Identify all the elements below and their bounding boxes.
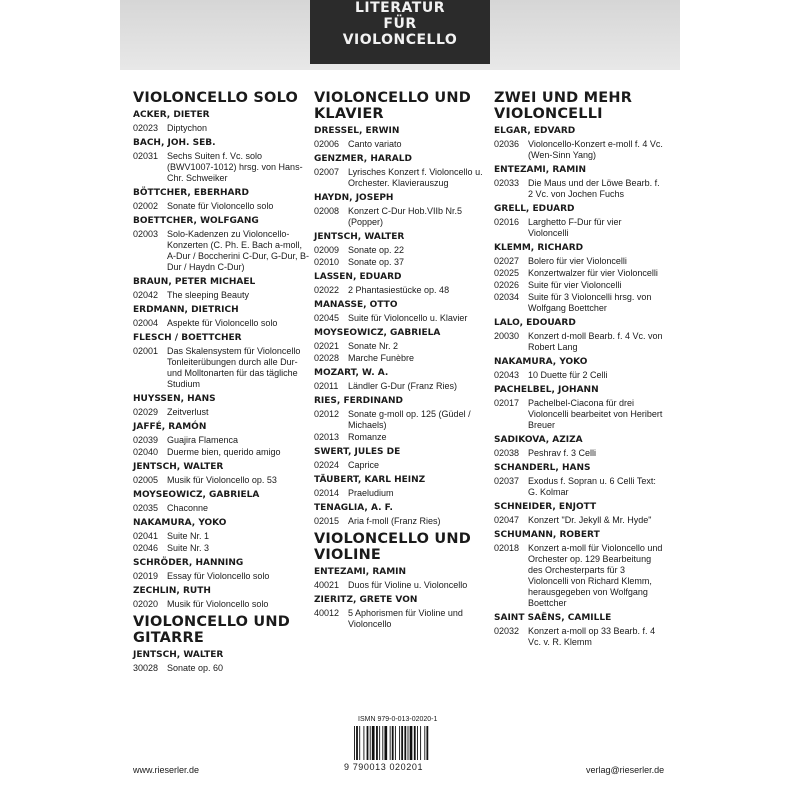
work-entry: [314, 313, 484, 324]
barcode-bar: [404, 726, 406, 760]
catalog-number: 02038: [494, 448, 520, 458]
section-heading: ZWEI UND MEHR VIOLONCELLI: [494, 90, 633, 122]
work-title: Bolero für vier Violoncelli: [528, 256, 627, 266]
work-entry: [494, 178, 664, 200]
barcode-bar: [382, 726, 383, 760]
composer-name: JENTSCH, WALTER: [314, 232, 405, 242]
catalog-number: 02021: [314, 341, 340, 351]
work-title: 10 Duette für 2 Celli: [528, 370, 608, 380]
column-2: [314, 86, 484, 631]
composer-name: SAINT SAËNS, CAMILLE: [494, 613, 612, 623]
composer-name: LASSEN, EDUARD: [314, 272, 402, 282]
work-entry: [494, 292, 664, 314]
composer-name: SCHANDERL, HANS: [494, 463, 591, 473]
composer-name: TENAGLIA, A. F.: [314, 503, 393, 513]
work-title: Suite für vier Violoncelli: [528, 280, 622, 290]
work-entry: [133, 151, 311, 184]
work-entry: [494, 256, 664, 267]
composer-name: MOYSEOWICZ, GABRIELA: [314, 328, 441, 338]
title-badge: [310, 0, 490, 64]
work-title: Die Maus und der Löwe Bearb. f. 2 Vc. von Jochen Fuchs: [528, 178, 660, 199]
work-title: Pachelbel-Ciacona für drei Violoncelli bearbeitet von Heribert Breuer: [528, 398, 663, 430]
barcode-bar: [372, 726, 375, 760]
barcode-digits: 9 790013 020201: [344, 762, 424, 772]
composer-name: MANASSE, OTTO: [314, 300, 398, 310]
composer-name: HUYSSEN, HANS: [133, 394, 216, 404]
work-entry: [494, 515, 664, 526]
section-heading: VIOLONCELLO UND GITARRE: [133, 614, 290, 646]
work-entry: [494, 398, 664, 431]
catalog-number: 02020: [133, 599, 159, 609]
work-title: Sonate für Violoncello solo: [167, 201, 274, 211]
work-entry: [314, 381, 484, 392]
catalog-number: 02034: [494, 292, 520, 302]
work-entry: [314, 409, 484, 431]
work-title: Peshrav f. 3 Celli: [528, 448, 597, 458]
catalog-number: 02032: [494, 626, 520, 636]
work-entry: [133, 407, 311, 418]
work-entry: [133, 571, 311, 582]
composer-name: RIES, FERDINAND: [314, 396, 404, 406]
work-title: Konzert C-Dur Hob.VIIb Nr.5 (Popper): [348, 206, 463, 227]
composer-name: BOETTCHER, WOLFGANG: [133, 216, 259, 226]
work-entry: [133, 318, 311, 329]
work-entry: [133, 229, 311, 273]
composer-name: SADIKOVA, AZIZA: [494, 435, 583, 445]
badge-line3: VIOLONCELLO: [342, 32, 458, 48]
work-entry: [133, 123, 311, 134]
work-entry: [314, 488, 484, 499]
composer-name: BÖTTCHER, EBERHARD: [133, 188, 249, 198]
work-entry: [133, 475, 311, 486]
work-entry: [314, 353, 484, 364]
work-title: Lyrisches Konzert f. Violoncello u. Orchester. Klavierauszug: [348, 167, 483, 188]
work-title: 5 Aphorismen für Violine und Violoncello: [348, 608, 463, 629]
section-heading: VIOLONCELLO SOLO: [133, 90, 299, 106]
work-title: Konzert "Dr. Jekyll & Mr. Hyde": [528, 515, 652, 525]
catalog-number: 02029: [133, 407, 159, 417]
work-entry: [494, 268, 664, 279]
composer-name: JAFFÉ, RAMÓN: [133, 422, 207, 432]
composer-name: GRELL, EDUARD: [494, 204, 575, 214]
composer-name: PACHELBEL, JOHANN: [494, 385, 599, 395]
work-entry: [133, 201, 311, 212]
work-entry: [494, 331, 664, 353]
catalog-number: 02036: [494, 139, 520, 149]
work-title: Konzert a-moll für Violoncello und Orchester op. 129 Bearbeitung des Orchesterparts für 3 Violoncelli von Richard Klemm, herausgegeben von Wolfgang Boettcher: [528, 543, 663, 608]
catalog-number: 20030: [494, 331, 520, 341]
work-title: Canto variato: [348, 139, 402, 149]
barcode-bar: [424, 726, 425, 760]
composer-name: SCHNEIDER, ENJOTT: [494, 502, 597, 512]
composer-name: DRESSEL, ERWIN: [314, 126, 400, 136]
composer-name: TÄUBERT, KARL HEINZ: [314, 475, 426, 485]
composer-name: BACH, JOH. SEB.: [133, 138, 216, 148]
ismn-text: ISMN 979-0-013-02020-1: [358, 716, 438, 723]
composer-name: LALO, EDOUARD: [494, 318, 576, 328]
composer-name: ACKER, DIETER: [133, 110, 210, 120]
work-title: Aria f-moll (Franz Ries): [348, 516, 441, 526]
barcode-bar: [420, 726, 421, 760]
barcode-bar: [395, 726, 396, 760]
work-title: Musik für Violoncello op. 53: [167, 475, 277, 485]
work-entry: [133, 663, 311, 674]
barcode-bar: [410, 726, 413, 760]
work-title: Chaconne: [167, 503, 209, 513]
work-title: Sonate g-moll op. 125 (Güdel / Michaels): [348, 409, 471, 430]
catalog-number: 02039: [133, 435, 159, 445]
composer-name: ELGAR, EDVARD: [494, 126, 576, 136]
work-title: Suite Nr. 3: [167, 543, 210, 553]
column-1: [133, 86, 311, 675]
work-entry: [494, 370, 664, 381]
work-title: Violoncello-Konzert e-moll f. 4 Vc. (Wen-Sinn Yang): [528, 139, 663, 160]
catalog-number: 02005: [133, 475, 159, 485]
work-title: Zeitverlust: [167, 407, 209, 417]
composer-name: KLEMM, RICHARD: [494, 243, 584, 253]
catalog-number: 02018: [494, 543, 520, 553]
work-title: Praeludium: [348, 488, 394, 498]
barcode-bar: [376, 726, 378, 760]
catalog-number: 02009: [314, 245, 340, 255]
footer-email[interactable]: verlag@rieserler.de: [586, 765, 665, 775]
catalog-number: 02037: [494, 476, 520, 486]
catalog-number: 02047: [494, 515, 520, 525]
work-title: Sonate op. 22: [348, 245, 405, 255]
barcode-bar: [356, 726, 358, 760]
catalog-number: 02010: [314, 257, 340, 267]
composer-name: ERDMANN, DIETRICH: [133, 305, 239, 315]
catalog-number: 02007: [314, 167, 340, 177]
catalog-number: 02008: [314, 206, 340, 216]
barcode-bar: [392, 726, 394, 760]
catalog-number: 02023: [133, 123, 159, 133]
work-title: Marche Funèbre: [348, 353, 415, 363]
work-title: Sechs Suiten f. Vc. solo (BWV1007-1012) hrsg. von Hans-Chr. Schweiker: [167, 151, 303, 183]
work-title: The sleeping Beauty: [167, 290, 250, 300]
work-entry: [133, 447, 311, 458]
catalog-number: 02022: [314, 285, 340, 295]
work-entry: [314, 432, 484, 443]
badge-line1: LITERATUR: [355, 0, 445, 16]
work-entry: [314, 460, 484, 471]
work-title: Romanze: [348, 432, 387, 442]
barcode-bar: [399, 726, 400, 760]
work-entry: [133, 346, 311, 390]
catalog-number: 02006: [314, 139, 340, 149]
barcode-bar: [390, 726, 391, 760]
work-entry: [133, 290, 311, 301]
column-3: [494, 86, 664, 649]
work-entry: [133, 531, 311, 542]
catalog-number: 02011: [314, 381, 339, 391]
work-entry: [314, 580, 484, 591]
catalog-number: 02019: [133, 571, 159, 581]
work-entry: [314, 245, 484, 256]
work-entry: [494, 543, 664, 609]
barcode: [352, 726, 452, 760]
work-entry: [133, 543, 311, 554]
work-entry: [314, 257, 484, 268]
catalog-number: 02012: [314, 409, 340, 419]
work-entry: [314, 206, 484, 228]
work-title: Duos für Violine u. Violoncello: [348, 580, 468, 590]
barcode-bar: [367, 726, 369, 760]
catalog-number: 02016: [494, 217, 520, 227]
catalog-number: 30028: [133, 663, 159, 673]
footer-website[interactable]: www.rieserler.de: [133, 765, 200, 775]
work-entry: [314, 285, 484, 296]
catalog-number: 02028: [314, 353, 340, 363]
catalog-number: 02014: [314, 488, 340, 498]
work-title: Suite Nr. 1: [167, 531, 210, 541]
work-title: Ländler G-Dur (Franz Ries): [348, 381, 458, 391]
composer-name: ENTEZAMI, RAMIN: [314, 567, 407, 577]
work-title: Solo-Kadenzen zu Violoncello-Konzerten (C. Ph. E. Bach a-moll, A-Dur / Boccherini C-Dur, G-Dur, B-Dur / Haydn C-Dur): [167, 229, 310, 272]
composer-name: NAKAMURA, YOKO: [133, 518, 227, 528]
work-title: Duerme bien, querido amigo: [167, 447, 281, 457]
catalog-number: 02031: [133, 151, 159, 161]
work-title: 2 Phantasiestücke op. 48: [348, 285, 450, 295]
work-title: Suite für Violoncello u. Klavier: [348, 313, 468, 323]
work-title: Konzert a-moll op 33 Bearb. f. 4 Vc. v. R. Klemm: [528, 626, 656, 647]
work-entry: [494, 448, 664, 459]
barcode-bar: [354, 726, 355, 760]
work-entry: [314, 341, 484, 352]
catalog-number: 02002: [133, 201, 159, 211]
catalog-number: 02027: [494, 256, 520, 266]
barcode-bar: [417, 726, 418, 760]
work-title: Aspekte für Violoncello solo: [167, 318, 278, 328]
work-title: Exodus f. Sopran u. 6 Celli Text: G. Kolmar: [528, 476, 656, 497]
section-heading: VIOLONCELLO UND VIOLINE: [314, 531, 471, 563]
composer-name: JENTSCH, WALTER: [133, 650, 224, 660]
barcode-bar: [414, 726, 416, 760]
work-entry: [314, 139, 484, 150]
work-title: Musik für Violoncello solo: [167, 599, 269, 609]
work-title: Konzert d-moll Bearb. f. 4 Vc. von Robert Lang: [528, 331, 663, 352]
catalog-number: 02024: [314, 460, 340, 470]
composer-name: GENZMER, HARALD: [314, 154, 412, 164]
catalog-number: 02035: [133, 503, 159, 513]
catalog-number: 02026: [494, 280, 520, 290]
composer-name: JENTSCH, WALTER: [133, 462, 224, 472]
catalog-number: 40021: [314, 580, 340, 590]
work-entry: [314, 516, 484, 527]
composer-name: MOZART, W. A.: [314, 368, 389, 378]
barcode-bar: [370, 726, 371, 760]
work-title: Das Skalensystem für Violoncello Tonleiterübungen durch alle Dur- und Molltonarten für das tägliche Studium: [167, 346, 301, 389]
barcode-bar: [426, 726, 428, 760]
catalog-number: 40012: [314, 608, 340, 618]
composer-name: NAKAMURA, YOKO: [494, 357, 588, 367]
catalog-number: 02041: [133, 531, 159, 541]
barcode-bar: [379, 726, 380, 760]
catalog-number: 02015: [314, 516, 340, 526]
catalog-number: 02045: [314, 313, 340, 323]
catalog-number: 02042: [133, 290, 159, 300]
work-entry: [314, 608, 484, 630]
catalog-number: 02004: [133, 318, 159, 328]
work-title: Suite für 3 Violoncelli hrsg. von Wolfgang Boettcher: [528, 292, 652, 313]
composer-name: FLESCH / BOETTCHER: [133, 333, 242, 343]
composer-name: SCHUMANN, ROBERT: [494, 530, 600, 540]
work-title: Essay für Violoncello solo: [167, 571, 270, 581]
catalog-number: 02001: [133, 346, 159, 356]
work-title: Konzertwalzer für vier Violoncelli: [528, 268, 658, 278]
work-title: Sonate op. 37: [348, 257, 405, 267]
composer-name: HAYDN, JOSEPH: [314, 193, 394, 203]
badge-line2: FÜR: [383, 16, 417, 32]
catalog-number: 02025: [494, 268, 520, 278]
composer-name: SWERT, JULES DE: [314, 447, 401, 457]
catalog-number: 02003: [133, 229, 159, 239]
work-entry: [494, 139, 664, 161]
work-title: Sonate Nr. 2: [348, 341, 399, 351]
composer-name: SCHRÖDER, HANNING: [133, 558, 244, 568]
work-entry: [494, 476, 664, 498]
work-title: Diptychon: [167, 123, 208, 133]
catalog-number: 02046: [133, 543, 159, 553]
work-entry: [133, 503, 311, 514]
composer-name: BRAUN, PETER MICHAEL: [133, 277, 256, 287]
composer-name: ZIERITZ, GRETE VON: [314, 595, 418, 605]
work-entry: [133, 435, 311, 446]
work-title: Caprice: [348, 460, 380, 470]
barcode-bar: [408, 726, 409, 760]
work-entry: [494, 217, 664, 239]
work-title: Guajira Flamenca: [167, 435, 239, 445]
work-entry: [494, 626, 664, 648]
catalog-number: 02017: [494, 398, 520, 408]
work-entry: [133, 599, 311, 610]
barcode-bar: [384, 726, 387, 760]
catalog-number: 02033: [494, 178, 520, 188]
work-title: Larghetto F-Dur für vier Violoncelli: [528, 217, 622, 238]
catalog-number: 02043: [494, 370, 520, 380]
catalog-number: 02040: [133, 447, 159, 457]
work-entry: [314, 167, 484, 189]
catalog-number: 02013: [314, 432, 340, 442]
work-title: Sonate op. 60: [167, 663, 224, 673]
composer-name: ENTEZAMI, RAMIN: [494, 165, 587, 175]
barcode-bar: [363, 726, 364, 760]
composer-name: MOYSEOWICZ, GABRIELA: [133, 490, 260, 500]
composer-name: ZECHLIN, RUTH: [133, 586, 211, 596]
barcode-bar: [359, 726, 360, 760]
work-entry: [494, 280, 664, 291]
section-heading: VIOLONCELLO UND KLAVIER: [314, 90, 471, 122]
barcode-bar: [401, 726, 403, 760]
